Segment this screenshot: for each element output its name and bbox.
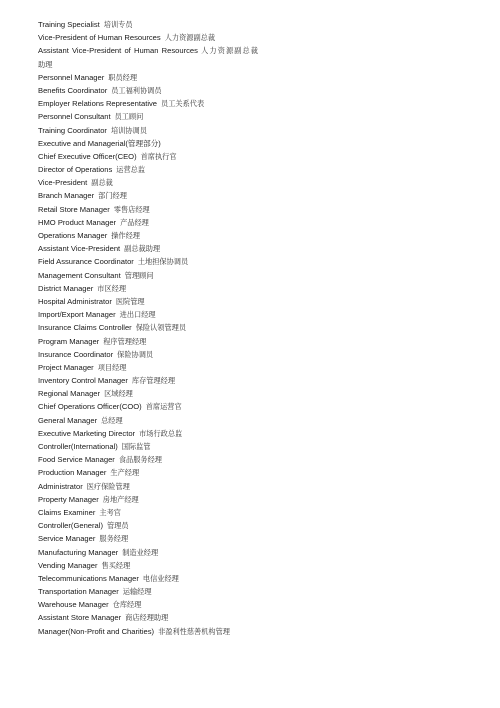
- list-item: [38, 150, 478, 163]
- english-title: Insurance Coordinator: [38, 349, 114, 359]
- chinese-title: 服务经理: [99, 534, 129, 544]
- english-title: Property Manager: [38, 494, 99, 504]
- chinese-title: 副总裁助理: [124, 244, 161, 254]
- list-item: [38, 625, 478, 638]
- chinese-title: 房地产经理: [102, 494, 139, 504]
- list-item: [38, 31, 478, 44]
- english-title: Field Assurance Coordinator: [38, 257, 134, 267]
- list-item: [38, 308, 478, 321]
- chinese-title: 仓库经理: [112, 600, 142, 610]
- list-item: [38, 203, 478, 216]
- list-item: [38, 97, 478, 110]
- list-item: [38, 71, 478, 84]
- english-title: Service Manager: [38, 534, 96, 544]
- list-item: [38, 110, 478, 123]
- list-item: [38, 440, 478, 453]
- list-item: [38, 348, 478, 361]
- list-item: [38, 242, 478, 255]
- list-item: [38, 189, 478, 202]
- list-item: [38, 255, 478, 268]
- chinese-title: 管理员: [107, 521, 129, 531]
- list-item: [38, 585, 478, 598]
- english-title: Project Manager: [38, 362, 94, 372]
- english-title: Benefits Coordinator: [38, 85, 108, 95]
- chinese-title: 管理顾问: [124, 270, 154, 280]
- chinese-title: 总经理: [101, 415, 123, 425]
- english-title: Warehouse Manager: [38, 600, 109, 610]
- chinese-title: 产品经理: [120, 217, 149, 227]
- list-item: [38, 493, 478, 506]
- english-title: Regional Manager: [38, 389, 101, 399]
- list-item: [38, 282, 478, 295]
- chinese-title: 操作经理: [111, 231, 140, 240]
- chinese-title: 医院管理: [115, 296, 145, 306]
- chinese-title: 程序管理经理: [103, 336, 147, 346]
- english-title: Executive and Managerial(管理部分): [38, 138, 161, 148]
- english-title: Assistant Vice-President of Human Resources: [38, 46, 198, 56]
- list-item: [38, 124, 478, 137]
- chinese-title: 市场行政总监: [139, 428, 183, 438]
- english-title: Assistant Vice-President: [38, 244, 121, 254]
- english-title: Food Service Manager: [38, 455, 115, 465]
- chinese-title: 副总裁: [91, 178, 113, 188]
- chinese-title: 商店经理助理: [125, 613, 169, 623]
- english-title: Hospital Administrator: [38, 296, 112, 306]
- list-item: [38, 400, 478, 413]
- english-title: Controller(International): [38, 442, 118, 451]
- english-title: Production Manager: [38, 468, 107, 478]
- english-title: Personnel Manager: [38, 72, 105, 82]
- list-item: [38, 532, 478, 545]
- chinese-title: 库存管理经理: [131, 376, 176, 386]
- list-item: [38, 335, 478, 348]
- chinese-title: 零售店经理: [113, 204, 150, 214]
- chinese-title: 售买经理: [101, 560, 131, 570]
- chinese-title: 土地担保协调员: [137, 257, 189, 267]
- list-item: [38, 559, 478, 572]
- english-title: Controller(General): [38, 521, 103, 531]
- english-title: Operations Manager: [38, 231, 108, 240]
- english-title: Executive Marketing Director: [38, 428, 136, 438]
- chinese-title: 运输经理: [122, 587, 152, 597]
- chinese-title: 员工福利协调员: [111, 85, 162, 95]
- chinese-title: 市区经理: [97, 283, 127, 293]
- english-title: Transportation Manager: [38, 587, 119, 597]
- english-title: Personnel Consultant: [38, 112, 111, 122]
- chinese-title: 运营总监: [116, 165, 146, 175]
- list-item: [38, 506, 478, 519]
- english-title: Chief Operations Officer(COO): [38, 402, 142, 412]
- chinese-title: 人力资源副总裁: [164, 33, 216, 43]
- chinese-title: 助理: [38, 59, 53, 69]
- chinese-title: 区域经理: [104, 389, 133, 399]
- chinese-title: 电信业经理: [142, 573, 179, 583]
- english-title: Employer Relations Representative: [38, 99, 158, 109]
- chinese-title: 人力资源副总裁: [201, 46, 258, 56]
- chinese-title: 生产经理: [110, 468, 140, 478]
- list-item: [38, 295, 478, 308]
- list-item: [38, 598, 478, 611]
- english-title: Program Manager: [38, 336, 100, 346]
- english-title: Branch Manager: [38, 191, 95, 201]
- chinese-title: 非盈利性慈善机构管理: [158, 626, 230, 636]
- list-item: [38, 611, 478, 624]
- job-title-list: [38, 18, 478, 638]
- list-item: [38, 321, 478, 334]
- list-item: [38, 176, 478, 189]
- list-item: [38, 163, 478, 176]
- english-title: Vice-President: [38, 178, 88, 188]
- chinese-title: 进出口经理: [119, 310, 156, 320]
- english-title: Training Coordinator: [38, 125, 107, 135]
- english-title: Retail Store Manager: [38, 204, 110, 214]
- chinese-title: 主考官: [99, 507, 121, 517]
- chinese-title: 保险认领管理员: [135, 323, 187, 333]
- english-title: Vice-President of Human Resources: [38, 33, 161, 43]
- english-title: Import/Export Manager: [38, 310, 116, 320]
- english-title: Claims Examiner: [38, 507, 96, 517]
- chinese-title: 培训协调员: [110, 125, 147, 135]
- list-item: [38, 216, 478, 229]
- chinese-title: 首席运营官: [145, 402, 182, 412]
- chinese-title: 保险协调员: [117, 349, 154, 359]
- list-item: [38, 480, 478, 493]
- list-item: [38, 466, 478, 479]
- english-title: Telecommunications Manager: [38, 573, 139, 583]
- section-heading: [38, 137, 478, 150]
- english-title: General Manager: [38, 415, 98, 425]
- chinese-title: 国际监管: [121, 442, 151, 451]
- list-item: [38, 269, 478, 282]
- english-title: Training Specialist: [38, 20, 100, 29]
- english-title: Management Consultant: [38, 270, 121, 280]
- chinese-title: 医疗保险管理: [86, 481, 130, 491]
- chinese-title: 部门经理: [98, 191, 127, 201]
- chinese-title: 培训专员: [103, 20, 133, 29]
- list-item: [38, 519, 478, 532]
- english-title: Inventory Control Manager: [38, 376, 128, 386]
- list-item: [38, 427, 478, 440]
- english-title: Assistant Store Manager: [38, 613, 122, 623]
- chinese-title: 员工顾问: [114, 112, 144, 122]
- chinese-title: 项目经理: [97, 362, 127, 372]
- english-title: District Manager: [38, 283, 94, 293]
- english-title: Administrator: [38, 481, 83, 491]
- chinese-title: 食品服务经理: [118, 455, 162, 465]
- list-item: [38, 229, 478, 242]
- list-item: [38, 374, 478, 387]
- english-title: Vending Manager: [38, 560, 98, 570]
- english-title: HMO Product Manager: [38, 217, 117, 227]
- list-item: [38, 572, 478, 585]
- list-item-continuation: [38, 58, 478, 71]
- list-item: [38, 387, 478, 400]
- list-item: [38, 453, 478, 466]
- english-title: Insurance Claims Controller: [38, 323, 132, 333]
- chinese-title: 首席执行官: [140, 151, 177, 161]
- list-item: [38, 44, 258, 57]
- list-item: [38, 84, 478, 97]
- english-title: Director of Operations: [38, 165, 113, 175]
- chinese-title: 员工关系代表: [161, 99, 205, 109]
- english-title: Manager(Non-Profit and Charities): [38, 626, 155, 636]
- chinese-title: 制造业经理: [122, 547, 159, 557]
- chinese-title: 职员经理: [108, 72, 138, 82]
- list-item: [38, 18, 478, 31]
- list-item: [38, 546, 478, 559]
- english-title: Chief Executive Officer(CEO): [38, 151, 137, 161]
- list-item: [38, 361, 478, 374]
- english-title: Manufacturing Manager: [38, 547, 119, 557]
- list-item: [38, 414, 478, 427]
